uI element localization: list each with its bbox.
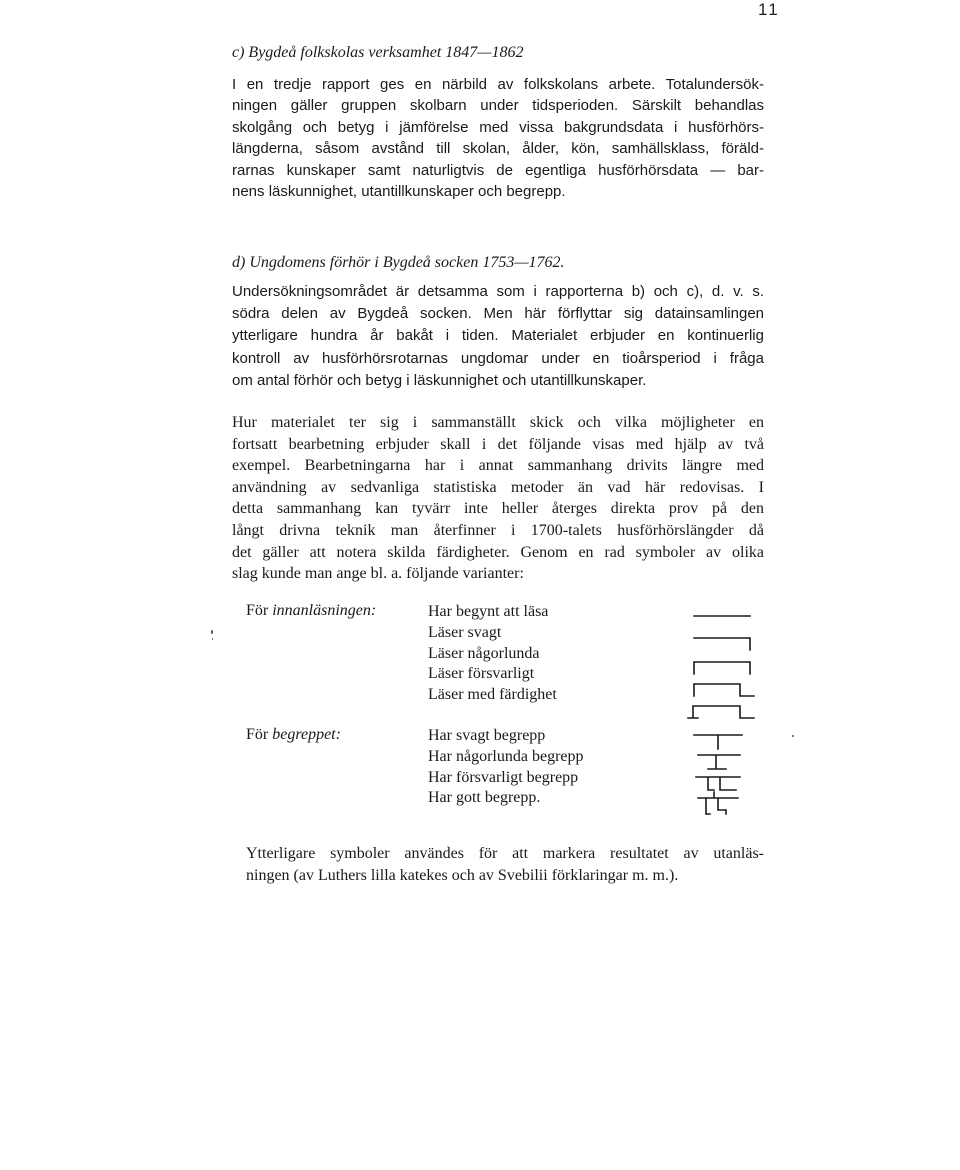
symbol-laser-nagorlunda bbox=[694, 662, 750, 674]
scan-speck bbox=[792, 735, 794, 737]
text-line: fortsatt bearbetning erbjuder skall i det följande visas med hjälp av två bbox=[232, 435, 764, 453]
legend-item: Har gott begrepp. bbox=[428, 789, 541, 807]
legend-label-italic: innanläsningen: bbox=[272, 602, 377, 619]
text-line: ningen gäller gruppen skolbarn under tidsperioden. Särskilt behandlas bbox=[232, 97, 764, 115]
text-line: Undersökningsområdet är detsamma som i rapporterna b) och c), d. v. s. bbox=[232, 283, 764, 300]
footer-paragraph bbox=[246, 843, 764, 887]
text-line: ytterligare hundra år bakåt i tiden. Materialet erbjuder en kontinuerlig bbox=[232, 327, 764, 345]
symbol-gott-begrepp bbox=[698, 792, 738, 814]
page-number: 11 bbox=[758, 0, 780, 19]
legend-label-italic: begreppet: bbox=[272, 726, 341, 743]
legend-concept-items bbox=[428, 726, 584, 809]
legend-reading-label bbox=[246, 602, 376, 620]
text-line: skolgång och betyg i jämförelse med vissa bakgrundsdata i husförhörs- bbox=[232, 118, 764, 136]
text-line: ningen (av Luthers lilla katekes och av Svebilii förklaringar m. m.). bbox=[246, 867, 679, 884]
text-line: om antal förhör och betyg i läskunnighet och utantillkunskaper. bbox=[232, 371, 647, 389]
text-line: I en tredje rapport ges en närbild av folkskolans arbete. Totalundersök- bbox=[232, 76, 764, 93]
legend-item: Har begynt att läsa bbox=[428, 603, 549, 620]
section-c-body bbox=[232, 74, 764, 202]
text-line: längderna, såsom avstånd till skolan, ålder, kön, samhällsklass, föräld- bbox=[232, 140, 764, 158]
symbol-svagt-begrepp bbox=[694, 735, 742, 749]
text-line: Hur materialet ter sig i sammanställt skick och vilka möjligheter en bbox=[232, 414, 764, 431]
legend-label-prefix: För bbox=[246, 602, 273, 619]
text-line: kontroll av husförhörsrotarnas ungdomar under en tioårsperiod i fråga bbox=[232, 349, 764, 367]
legend-item: Har svagt begrepp bbox=[428, 727, 546, 744]
text-line: långt drivna teknik man återfinner i 1700-talets husförhörslängder då bbox=[232, 521, 764, 539]
symbol-laser-med-fardighet bbox=[688, 706, 754, 718]
symbol-laser-forsvarligt bbox=[694, 684, 754, 696]
text-line: slag kunde man ange bl. a. följande varianter: bbox=[232, 565, 524, 583]
symbol-laser-svagt bbox=[694, 638, 750, 650]
legend-item: Läser någorlunda bbox=[428, 644, 540, 662]
scan-speck bbox=[211, 630, 213, 634]
legend-item: Läser med färdighet bbox=[428, 686, 557, 704]
main-paragraph bbox=[232, 412, 764, 585]
text-line: södra delen av Bygdeå socken. Men här förflyttar sig datainsamlingen bbox=[232, 305, 764, 323]
section-d-heading: d) Ungdomens förhör i Bygdeå socken 1753—1762. bbox=[232, 254, 565, 271]
section-c-heading: c) Bygdeå folkskolas verksamhet 1847—1862 bbox=[232, 44, 524, 61]
legend-item: Har försvarligt begrepp bbox=[428, 768, 579, 786]
text-line: rarnas kunskaper samt naturligtvis de egentliga husförhörsdata — bar- bbox=[232, 161, 764, 179]
notation-symbols bbox=[680, 600, 770, 825]
text-line: detta sammanhang kan tyvärr inte heller återges direkta prov på den bbox=[232, 500, 764, 518]
text-line: nens läskunnighet, utantillkunskaper och begrepp. bbox=[232, 183, 566, 201]
symbol-forsvarligt-begrepp bbox=[696, 777, 740, 790]
scan-speck bbox=[212, 638, 213, 640]
legend-concept-label bbox=[246, 726, 341, 744]
symbol-nagorlunda-begrepp bbox=[698, 755, 740, 769]
legend-reading-items bbox=[428, 602, 557, 706]
section-d-body bbox=[232, 281, 764, 392]
text-line: användning av sedvanliga statistiska metoder än vad här redovisas. I bbox=[232, 478, 764, 496]
legend-item: Har någorlunda begrepp bbox=[428, 747, 584, 765]
legend-label-prefix: För bbox=[246, 726, 273, 743]
text-line: Ytterligare symboler användes för att markera resultatet av utanläs- bbox=[246, 845, 764, 862]
text-line: det gäller att notera skilda färdigheter. Genom en rad symboler av olika bbox=[232, 543, 764, 561]
legend-item: Läser försvarligt bbox=[428, 665, 535, 683]
legend-item: Läser svagt bbox=[428, 623, 502, 641]
text-line: exempel. Bearbetningarna har i annat sammanhang drivits längre med bbox=[232, 457, 764, 475]
